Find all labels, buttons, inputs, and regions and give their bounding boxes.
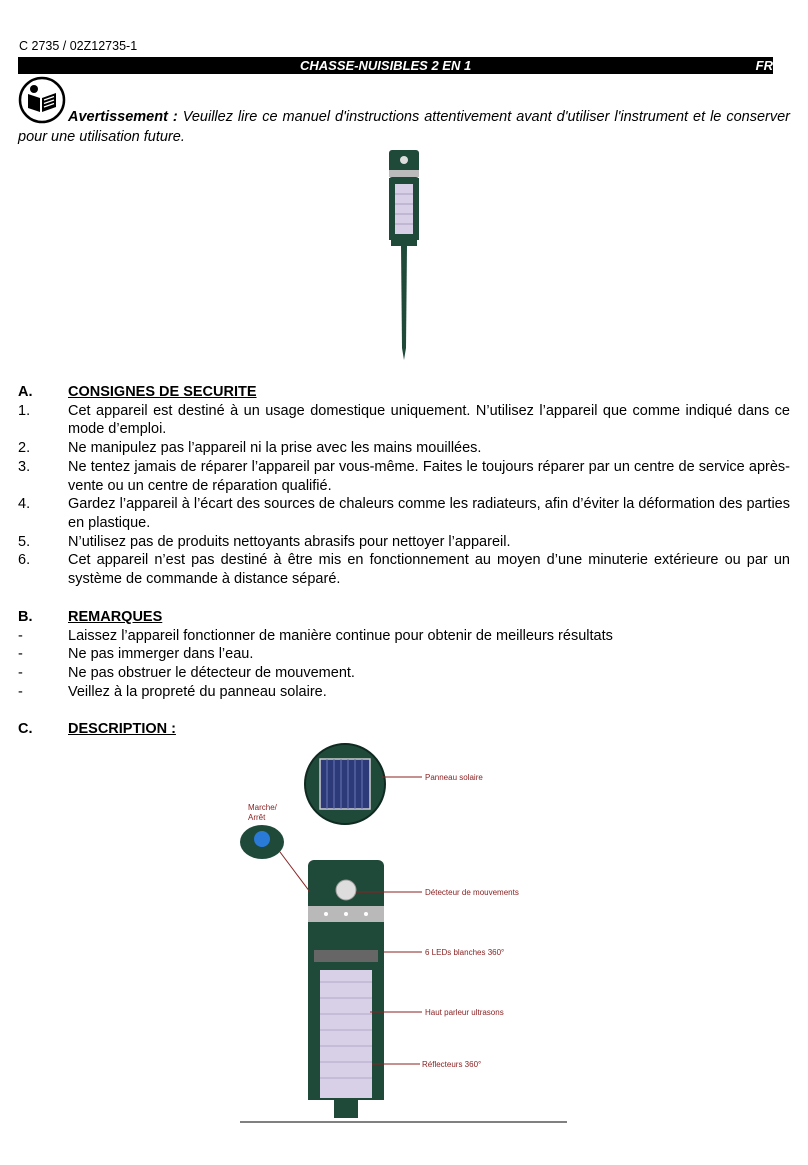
section-letter: A. <box>18 384 33 400</box>
item-text: N’utilisez pas de produits nettoyants abrasifs pour nettoyer l’appareil. <box>68 533 511 550</box>
onoff-button <box>254 831 270 847</box>
label-solar-panel: Panneau solaire <box>425 773 483 782</box>
item-bullet: - <box>18 627 23 644</box>
description-section <box>18 720 790 739</box>
item-text: Cet appareil est destiné à un usage domestique uniquement. N’utilisez l’appareil que comme indiqué dans ce mode d’emploi. <box>68 402 790 438</box>
item-number: 6. <box>18 552 31 569</box>
list-item <box>18 458 790 495</box>
section-letter: C. <box>18 721 33 737</box>
description-heading <box>18 720 790 739</box>
label-speaker: Haut parleur ultrasons <box>425 1008 504 1017</box>
item-text: Veillez à la propreté du panneau solaire. <box>68 683 327 700</box>
warning-label: Avertissement : <box>68 109 178 125</box>
item-text: Ne manipulez pas l’appareil ni la prise avec les mains mouillées. <box>68 440 482 457</box>
label-onoff-1: Marche/ <box>248 803 277 812</box>
reflector-column <box>320 970 372 1098</box>
title-bar <box>18 57 773 74</box>
list-item <box>18 627 790 646</box>
description-diagram <box>230 742 570 1127</box>
list-item <box>18 495 790 532</box>
item-text: Gardez l’appareil à l’écart des sources de chaleurs comme les radiateurs, afin d’éviter la déformation des parties en plastique. <box>68 496 790 531</box>
label-onoff-2: Arrêt <box>248 813 266 822</box>
label-motion-detector: Détecteur de mouvements <box>425 888 519 897</box>
section-title: REMARQUES <box>68 609 163 625</box>
safety-heading <box>18 383 790 402</box>
item-text: Ne pas obstruer le détecteur de mouvement. <box>68 665 355 682</box>
list-item <box>18 551 790 588</box>
remarks-section <box>18 608 790 702</box>
list-item <box>18 664 790 683</box>
list-item <box>18 533 790 552</box>
document-title: CHASSE-NUISIBLES 2 EN 1 <box>300 58 472 73</box>
item-number: 2. <box>18 440 31 457</box>
language-code: FR <box>755 58 773 73</box>
item-text: Ne pas immerger dans l’eau. <box>68 646 254 663</box>
list-item <box>18 683 790 702</box>
section-title: CONSIGNES DE SECURITE <box>68 384 257 400</box>
motion-sensor <box>336 880 356 900</box>
label-reflectors: Réflecteurs 360° <box>422 1060 482 1069</box>
item-number: 5. <box>18 533 31 550</box>
warning-paragraph <box>18 107 790 147</box>
list-item <box>18 645 790 664</box>
warning-text: Veuillez lire ce manuel d'instructions attentivement avant d'utiliser l'instrument et le conserver pour une utilisation future. <box>18 109 791 145</box>
item-number: 3. <box>18 458 31 475</box>
item-bullet: - <box>18 665 23 682</box>
item-number: 4. <box>18 496 31 513</box>
safety-section <box>18 383 790 589</box>
item-bullet: - <box>18 646 23 663</box>
item-bullet: - <box>18 683 23 700</box>
list-item <box>18 402 790 439</box>
item-text: Laissez l’appareil fonctionner de manière continue pour obtenir de meilleurs résultats <box>68 627 613 644</box>
section-title: DESCRIPTION : <box>68 721 176 737</box>
product-photo <box>377 148 431 364</box>
item-number: 1. <box>18 402 31 419</box>
label-leds: 6 LEDs blanches 360° <box>425 948 505 957</box>
item-text: Cet appareil n’est pas destiné à être mis en fonctionnement au moyen d’une minuterie extérieure ou par un système de commande à distance séparé. <box>68 552 790 588</box>
section-letter: B. <box>18 609 33 625</box>
list-item <box>18 439 790 458</box>
item-text: Ne tentez jamais de réparer l’appareil par vous-même. Faites le toujours réparer par un centre de service après-vente ou un centre de réparation qualifié. <box>68 458 790 494</box>
document-reference: C 2735 / 02Z12735-1 <box>19 39 138 53</box>
remarks-heading <box>18 608 790 627</box>
